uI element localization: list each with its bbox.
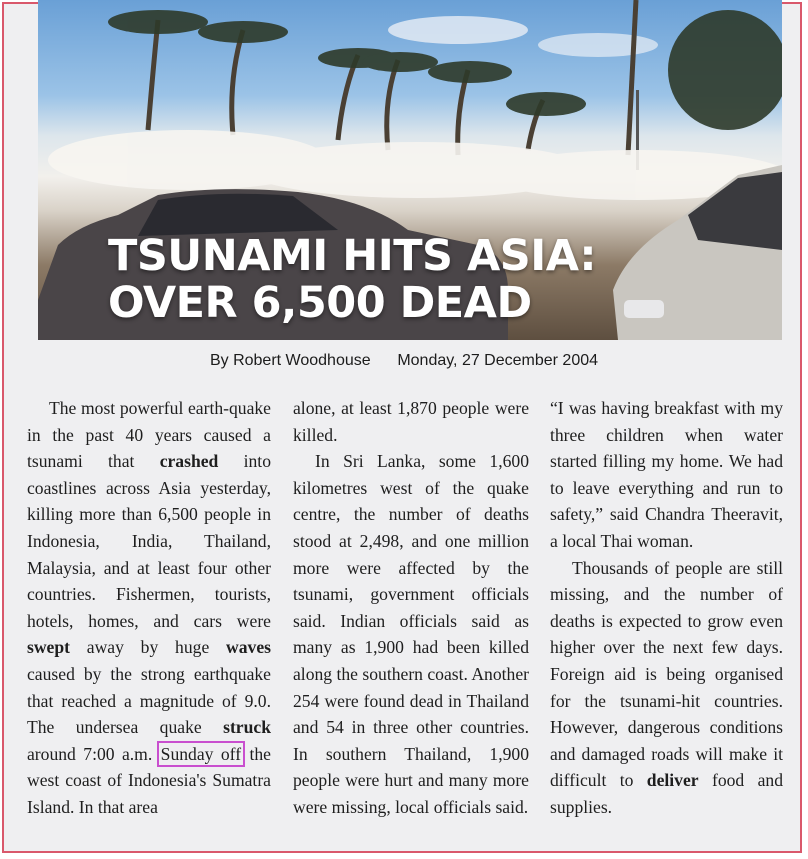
- column-1: [27, 395, 271, 821]
- highlighted-text: Sunday off: [160, 743, 242, 764]
- date: Monday, 27 December 2004: [397, 352, 599, 369]
- paragraph: In Sri Lanka, some 1,600 kilometres west of the quake centre, the number of deaths stood at 2,498, and one million more were affected by the tsunami, government officials said. Indian officials said as many as 1,900 had been killed along the southern coast. Another 254 were found dead in Thailand and 54 in three other countries. In southern Thailand, 1,900 people were hurt and many more were missing, local officials said.: [293, 451, 529, 817]
- vocab-word: swept: [27, 637, 71, 658]
- byline: [0, 352, 808, 370]
- author: By Robert Woodhouse: [209, 352, 371, 369]
- vocab-word: waves: [226, 637, 271, 658]
- paragraph: Thousands of people are still missing, and the number of deaths is expected to grow even higher over the next few days. Foreign aid is being organised for the tsunami-hit countries. However, dangerous conditions and damaged roads will make it difficult to deliver food and supplies.: [550, 557, 783, 817]
- vocab-word: deliver: [646, 770, 699, 791]
- tsunami-photo: [38, 0, 782, 340]
- column-2: [293, 395, 529, 821]
- headline-line-1: TSUNAMI HITS ASIA:: [108, 231, 597, 281]
- paragraph: The most powerful earth-quake in the past 40 years caused a tsunami that crashed into coastlines across Asia yesterday, killing more than 6,500 people in Indonesia, India, Thailand, Malaysia, and at least four other countries. Fishermen, tourists, hotels, homes, and cars were swept away by huge waves caused by the strong earthquake that reached a magnitude of 9.0. The undersea quake struck around 7:00 a.m. Sunday off the west coast of Indonesia's Sumatra Island. In that area: [27, 398, 271, 817]
- column-3: [550, 395, 783, 821]
- vocab-word: crashed: [159, 451, 219, 472]
- paragraph: “I was having breakfast with my three children when water started filling my home. We had to leave everything and run to safety,” said Chandra Theeravit, a local Thai woman.: [550, 398, 783, 551]
- vocab-word: struck: [223, 717, 271, 738]
- paragraph: alone, at least 1,870 people were killed.: [293, 398, 529, 445]
- headline-line-2: OVER 6,500 DEAD: [108, 278, 532, 328]
- headline: [108, 233, 596, 327]
